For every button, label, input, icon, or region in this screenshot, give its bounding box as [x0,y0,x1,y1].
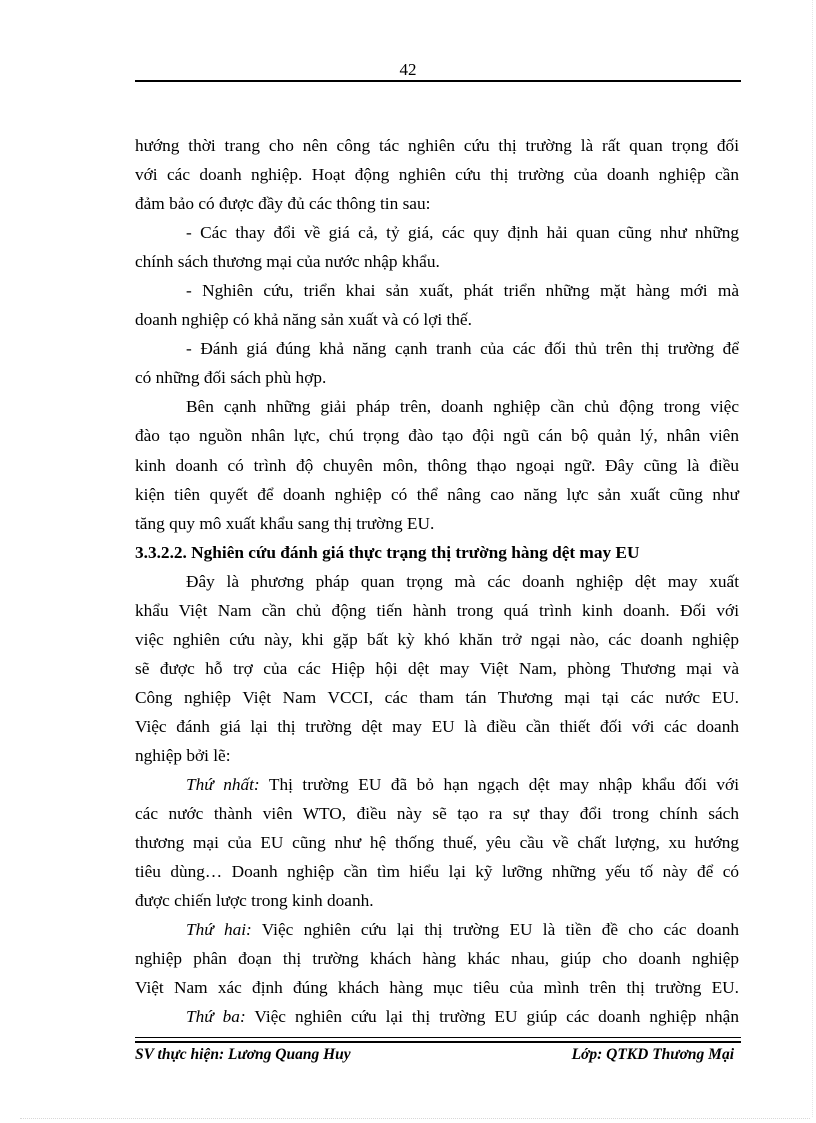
text-line: với các doanh nghiệp. Hoạt động nghiên cứu thị trường của doanh nghiệp cần [135,165,739,185]
text-line: - Đánh giá đúng khả năng cạnh tranh của các đối thủ trên thị trường để [186,339,739,359]
page-edge [20,1118,810,1119]
text-line: đảm bảo có được đầy đủ các thông tin sau: [135,194,431,214]
lead-paragraph [135,770,739,915]
lead-label: Thứ ba: [186,1007,246,1027]
text-line: có những đối sách phù hợp. [135,368,327,388]
lead-text: Thị trường EU đã bỏ hạn ngạch dệt may nhập khẩu đối với [259,775,740,795]
text-line: - Nghiên cứu, triển khai sản xuất, phát triển những mặt hàng mới mà [186,281,739,301]
lead-label: Thứ nhất: [186,775,260,795]
lead-text: Việc nghiên cứu lại thị trường EU giúp các doanh nghiệp nhận [245,1007,739,1027]
text-line: hướng thời trang cho nên công tác nghiên cứu thị trường là rất quan trọng đối [135,136,739,155]
text-line: thương mại của EU cũng như hệ thống thuế, yêu cầu về chất lượng, xu hướng [135,833,739,853]
footer-student: SV thực hiện: Lương Quang Huy [135,1046,351,1063]
text-line: sẽ được hỗ trợ của các Hiệp hội dệt may Việt Nam, phòng Thương mại và [135,658,739,678]
text-line [135,915,739,944]
text-line: việc nghiên cứu này, khi gặp bất kỳ khó khăn trở ngại nào, các doanh nghiệp [135,629,739,649]
text-line: - Các thay đổi về giá cả, tỷ giá, các quy định hải quan cũng như những [186,223,739,243]
lead-label: Thứ hai: [186,920,252,940]
text-line: kiện tiên quyết để doanh nghiệp có thể nâng cao năng lực sản xuất cũng như [135,484,739,504]
text-line: chính sách thương mại của nước nhập khẩu. [135,252,440,272]
page-number: 42 [399,60,417,79]
text-line: được chiến lược trong kinh doanh. [135,891,374,911]
paragraph [135,131,739,218]
text-line: nghiệp bởi lẽ: [135,745,231,765]
text-line: kinh doanh có trình độ chuyên môn, thông thạo ngoại ngữ. Đây cũng là điều [135,455,739,475]
footer-rule [135,1041,741,1043]
text-line: tăng quy mô xuất khẩu sang thị trường EU. [135,513,435,533]
paragraph [135,392,739,537]
text-line: các nước thành viên WTO, điều này sẽ tạo ra sự thay đổi trong chính sách [135,804,739,824]
paragraph [135,567,739,770]
bullet-paragraph [135,334,739,392]
lead-paragraph [135,1002,739,1031]
document-body [135,131,739,1031]
text-line [135,1002,739,1031]
footer-rule [135,1037,741,1038]
page-edge [812,0,813,1117]
text-line: Việc đánh giá lại thị trường dệt may EU là điều cần thiết đối với các doanh [135,716,739,736]
bullet-paragraph [135,218,739,276]
bullet-paragraph [135,276,739,334]
text-line: Bên cạnh những giải pháp trên, doanh nghiệp cần chủ động trong việc [186,397,739,417]
text-line: nghiệp phân đoạn thị trường khách hàng khác nhau, giúp cho doanh nghiệp [135,949,739,969]
footer-class: Lớp: QTKD Thương Mại [571,1046,734,1063]
header-rule [135,80,741,82]
section-heading: 3.3.2.2. Nghiên cứu đánh giá thực trạng thị trường hàng dệt may EU [135,542,640,562]
text-line: đào tạo nguồn nhân lực, chú trọng đào tạo đội ngũ cán bộ quản lý, nhân viên [135,426,739,446]
text-line: Việt Nam xác định đúng khách hàng mục tiêu của mình trên thị trường EU. [135,978,739,998]
lead-paragraph [135,915,739,1002]
lead-text: Việc nghiên cứu lại thị trường EU là tiền đề cho các doanh [251,920,739,940]
text-line: tiêu dùng… Doanh nghiệp cần tìm hiểu lại kỹ lưỡng những yếu tố này để có [135,862,739,882]
text-line: Đây là phương pháp quan trọng mà các doanh nghiệp dệt may xuất [186,571,739,591]
text-line: Công nghiệp Việt Nam VCCI, các tham tán Thương mại tại các nước EU. [135,687,739,707]
text-line: doanh nghiệp có khả năng sản xuất và có lợi thế. [135,310,472,330]
text-line: khẩu Việt Nam cần chủ động tiến hành trong quá trình kinh doanh. Đối với [135,600,739,620]
text-line [135,770,739,799]
